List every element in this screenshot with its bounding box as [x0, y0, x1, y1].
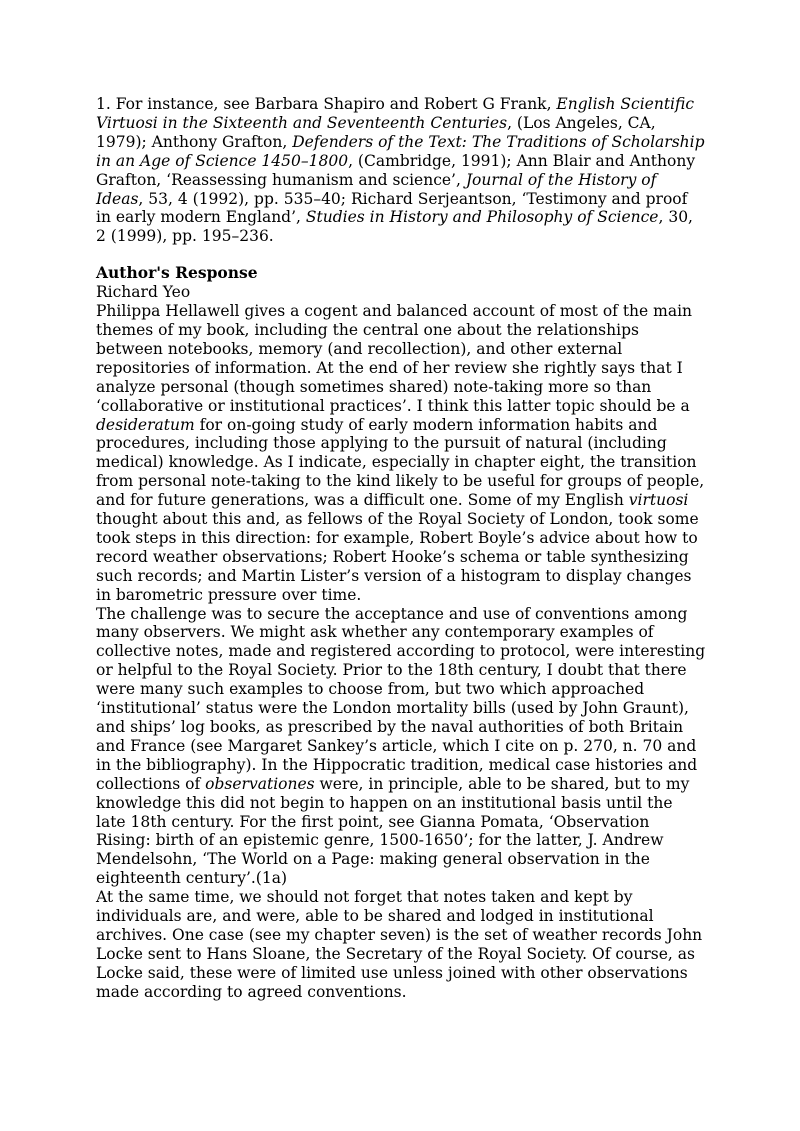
footnote-text: 1. For instance, see Barbara Shapiro and Robert G Frank,: [96, 95, 557, 113]
paragraph-text: Philippa Hellawell gives a cogent and balanced account of most of the main themes of my book, including the central one about the relationships between notebooks, memory (and recollection), and other external repositories of information. At the end of her review she rightly says that I analyze personal (though sometimes shared) note-taking more so than ‘collaborative or institutional practices’. I think this latter topic should be a: [96, 302, 693, 415]
paragraph-3: At the same time, we should not forget that notes taken and kept by individuals are, and were, able to be shared and lodged in institutional archives. One case (see my chapter seven) is the set of weather records John Locke sent to Hans Sloane, the Secretary of the Royal Society. Of course, as Locke said, these were of limited use unless joined with other observations made according to agreed conventions.: [96, 888, 703, 1001]
journal-title: Studies in History and Philosophy of Science: [305, 208, 659, 227]
paragraph-2: [96, 605, 706, 889]
paragraph-text: were, in principle, able to be shared, but to my knowledge this did not begin to happen on an institutional basis until the late 18th century. For the first point, see Gianna Pomata, ‘Observation Rising: birth of an epistemic genre, 1500-1650’; for the latter, J. Andrew Mendelsohn, ‘The World on a Page: making general observation in the eighteenth century’.(1a): [96, 774, 690, 888]
journal-title: Journal of the History of Ideas: [96, 170, 657, 208]
italic-term: virtuosi: [628, 491, 689, 510]
footnote-1: [96, 95, 706, 246]
paragraph-1: [96, 302, 706, 605]
document-page: [96, 95, 706, 1002]
italic-term: observationes: [205, 774, 315, 793]
footnote-text: , (Los Angeles, CA, 1979); Anthony Grafton,: [96, 113, 656, 151]
paragraph-text: The challenge was to secure the acceptance and use of conventions among many observers. We might ask whether any contemporary examples of collective notes, made and registered according to protocol, were interesting or helpful to the Royal Society. Prior to the 18th century, I doubt that there were many such examples to choose from, but two which approached ‘institutional’ status were the London mortality bills (used by John Graunt), and ships’ log books, as prescribed by the naval authorities of both Britain and France (see Margaret Sankey’s article, which I cite on p. 270, n. 70 and in the bibliography). In the Hippocratic tradition, medical case histories and collections of: [96, 604, 706, 793]
footnote-text: , (Cambridge, 1991); Ann Blair and Anthony Grafton, ‘Reassessing humanism and science’,: [96, 151, 696, 189]
book-title: English Scientific Virtuosi in the Sixteenth and Seventeenth Centuries: [96, 95, 695, 132]
paragraph-text: for on-going study of early modern information habits and procedures, including those applying to the pursuit of natural (including medical) knowledge. As I indicate, especially in chapter eight, the transition from personal note-taking to the kind likely to be useful for groups of people, and for future generations, was a difficult one. Some of my English: [96, 415, 705, 510]
author-name: Richard Yeo: [96, 283, 191, 302]
section-heading: Author's Response: [96, 263, 258, 283]
paragraph-text: thought about this and, as fellows of the Royal Society of London, took some took steps in this direction: for example, Robert Boyle’s advice about how to record weather observations; Robert Hooke’s schema or table synthesizing such records; and Martin Lister’s version of a histogram to display changes in barometric pressure over time.: [96, 510, 699, 604]
footnote-text: , 53, 4 (1992), pp. 535–40; Richard Serjeantson, ‘Testimony and proof in early modern England’,: [96, 189, 688, 227]
book-title: Defenders of the Text: The Traditions of Scholarship in an Age of Science 1450–1800: [96, 132, 705, 170]
italic-term: desideratum: [96, 415, 195, 434]
footnote-text: , 30, 2 (1999), pp. 195–236.: [96, 208, 693, 246]
